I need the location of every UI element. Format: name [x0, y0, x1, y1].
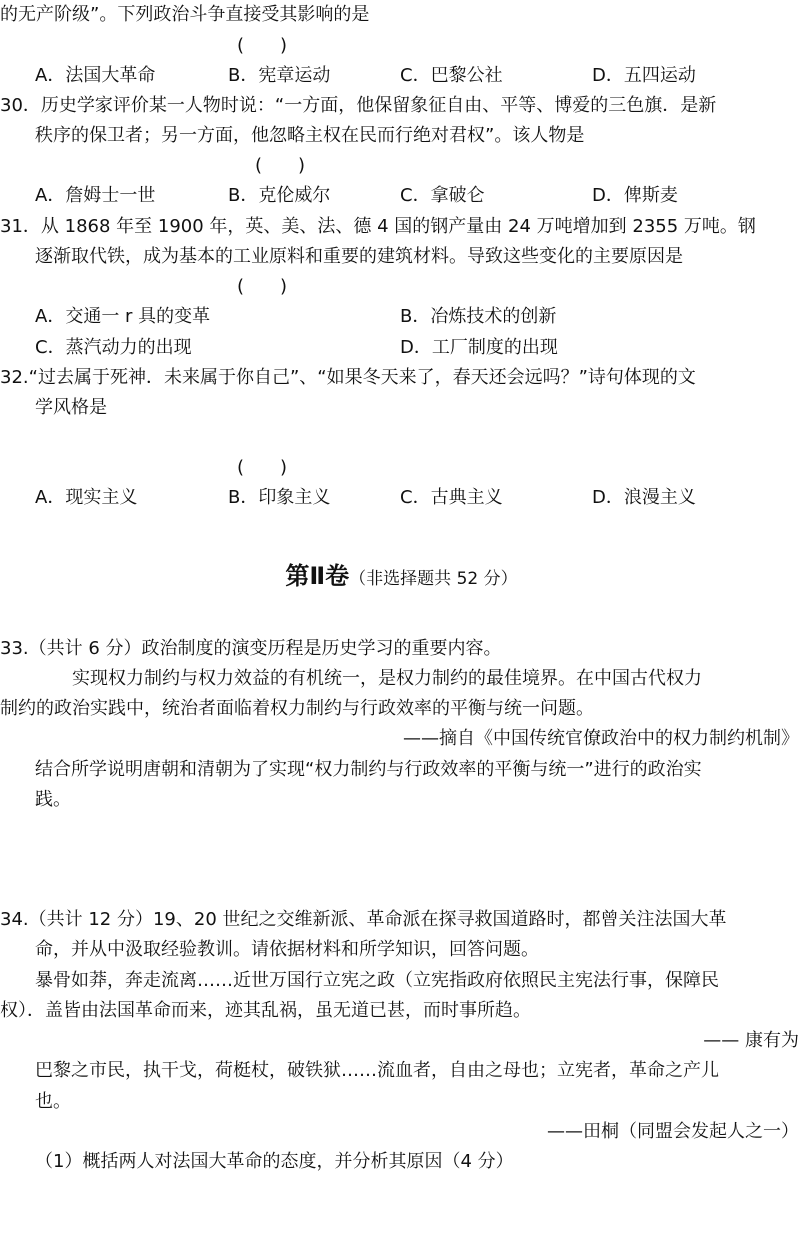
- question-33-prompt: 结合所学说明唐朝和清朝为了实现“权力制约与行政效率的平衡与统一”进行的政治实: [35, 759, 702, 780]
- question-33-stem: 33.（共计 6 分）政治制度的演变历程是历史学习的重要内容。: [0, 638, 502, 659]
- question-34-material-2-cont: 也。: [35, 1091, 71, 1112]
- question-34-material-1-cont: 权）．盖皆由法国革命而来，迹其乱祸，虽无道已甚，而时事所趋。: [0, 1000, 531, 1021]
- question-30-stem-cont: 秩序的保卫者；另一方面，他忽略主权在民而行绝对君权”。该人物是: [35, 125, 585, 146]
- question-34-stem: 34.（共计 12 分）19、20 世纪之交维新派、革命派在探寻救国道路时，都曾关注法国大革: [0, 909, 727, 930]
- option-c: C．拿破仑: [400, 185, 485, 206]
- option-d: D．五四运动: [592, 65, 696, 86]
- option-c: C．巴黎公社: [400, 65, 503, 86]
- section-title: 第Ⅱ卷: [285, 562, 350, 590]
- question-34-material-1: 暴骨如莽，奔走流离……近世万国行立宪之政（立宪指政府依照民主宪法行事，保障民: [35, 970, 719, 991]
- material-source: ——摘自《中国传统官僚政治中的权力制约机制》: [403, 728, 799, 749]
- option-d: D．浪漫主义: [592, 487, 696, 508]
- option-b: B．冶炼技术的创新: [400, 306, 557, 327]
- section-heading: [0, 564, 803, 588]
- option-c: C．蒸汽动力的出现: [35, 337, 192, 358]
- option-b: B．克伦威尔: [228, 185, 331, 206]
- question-29-stem-end: 的无产阶级”。下列政治斗争直接受其影响的是: [0, 4, 370, 25]
- option-a: A．现实主义: [35, 487, 138, 508]
- answer-parentheses: ( ): [237, 35, 288, 56]
- question-32-stem: 32.“过去属于死神．未来属于你自己”、“如果冬天来了，春天还会远吗？”诗句体现的文: [0, 367, 696, 388]
- option-d: D．工厂制度的出现: [400, 337, 558, 358]
- option-d: D．俾斯麦: [592, 185, 678, 206]
- question-34-stem-cont: 命，并从中汲取经验教训。请依据材料和所学知识，回答问题。: [35, 939, 539, 960]
- question-34-subquestion-1: （1）概括两人对法国大革命的态度，并分析其原因（4 分）: [35, 1151, 514, 1172]
- question-33-prompt-cont: 践。: [35, 789, 71, 810]
- option-a: A．交通一 r 具的变革: [35, 306, 211, 327]
- option-b: B．宪章运动: [228, 65, 331, 86]
- question-34-material-2: 巴黎之市民，执干戈，荷梃杖，破铁狱……流血者，自由之母也；立宪者，革命之产儿: [35, 1060, 719, 1081]
- option-b: B．印象主义: [228, 487, 331, 508]
- question-33-material: 实现权力制约与权力效益的有机统一，是权力制约的最佳境界。在中国古代权力: [72, 668, 702, 689]
- answer-parentheses: ( ): [237, 276, 288, 297]
- question-31-stem: 31．从 1868 年至 1900 年，英、美、法、德 4 国的钢产量由 24 万吨增加到 2355 万吨。钢: [0, 216, 756, 237]
- option-a: A．法国大革命: [35, 65, 156, 86]
- material-source: ——田桐（同盟会发起人之一）: [547, 1121, 799, 1142]
- question-30-stem: 30．历史学家评价某一人物时说：“一方面，他保留象征自由、平等、博爱的三色旗．是新: [0, 95, 717, 116]
- option-c: C．古典主义: [400, 487, 503, 508]
- question-32-stem-cont: 学风格是: [35, 397, 107, 418]
- answer-parentheses: ( ): [237, 457, 288, 478]
- option-a: A．詹姆士一世: [35, 185, 156, 206]
- answer-parentheses: ( ): [255, 155, 306, 176]
- material-source: —— 康有为: [703, 1030, 799, 1051]
- question-31-stem-cont: 逐渐取代铁，成为基本的工业原料和重要的建筑材料。导致这些变化的主要原因是: [35, 246, 683, 267]
- question-33-material-cont: 制约的政治实践中，统治者面临着权力制约与行政效率的平衡与统一问题。: [0, 698, 594, 719]
- section-subtitle: （非选择题共 52 分）: [349, 569, 518, 589]
